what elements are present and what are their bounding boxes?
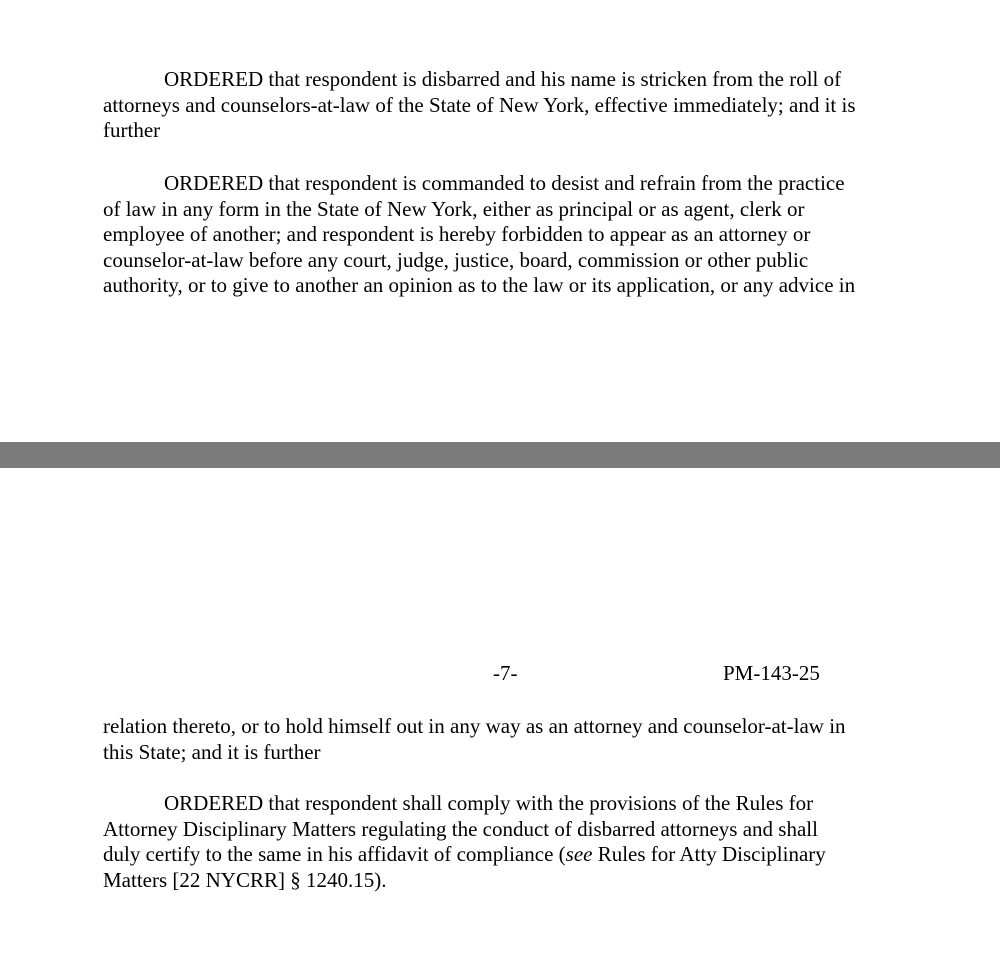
paragraph-line: ORDERED that respondent shall comply with the provisions of the Rules for [164,791,814,815]
paragraph-line: this State; and it is further [103,739,321,764]
order-paragraph-continued [103,714,923,765]
paragraph-line: employee of another; and respondent is hereby forbidden to appear as an attorney or [103,222,811,247]
paragraph-line: ORDERED that respondent is commanded to desist and refrain from the practice [164,171,845,195]
line-text: Rules for Atty Disciplinary [592,842,826,867]
order-paragraph-desist [103,171,923,299]
document-page-top [0,0,1000,442]
paragraph-line: Matters [22 NYCRR] § 1240.15). [103,867,387,892]
order-paragraph-disbarment [103,67,923,144]
document-page-bottom [0,468,1000,966]
paragraph-line: Attorney Disciplinary Matters regulating the conduct of disbarred attorneys and shall [103,816,818,841]
page-number: -7- [493,661,518,685]
paragraph-line [103,842,923,868]
italic-signal-see: see [565,842,593,867]
paragraph-line: relation thereto, or to hold himself out in any way as an attorney and counselor-at-law in [103,714,846,738]
paragraph-line: of law in any form in the State of New York, either as principal or as agent, clerk or [103,196,805,221]
paragraph-line: attorneys and counselors-at-law of the State of New York, effective immediately; and it is [103,92,856,117]
paragraph-line: ORDERED that respondent is disbarred and his name is stricken from the roll of [164,67,842,91]
page-separator [0,442,1000,468]
line-text: duly certify to the same in his affidavit of compliance ( [103,842,566,867]
paragraph-line: counselor-at-law before any court, judge, justice, board, commission or other public [103,247,809,272]
docket-number: PM-143-25 [723,661,820,685]
order-paragraph-compliance [103,791,923,893]
paragraph-line: further [103,118,161,143]
paragraph-line: authority, or to give to another an opinion as to the law or its application, or any advice in [103,273,856,298]
